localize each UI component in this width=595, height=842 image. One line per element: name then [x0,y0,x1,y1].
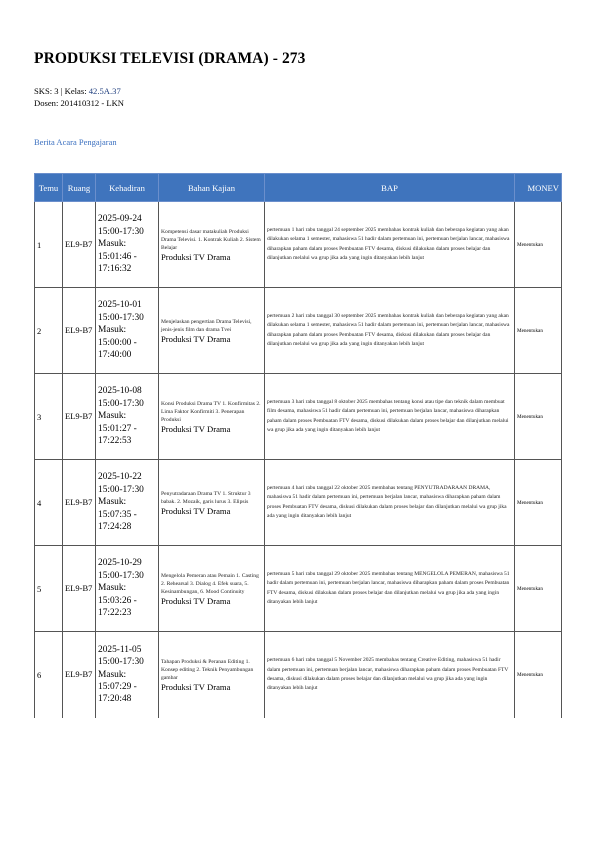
meta-separator: | [58,86,65,96]
monev-cell: Menentukan [515,374,562,460]
header-ruang: Ruang [63,174,96,202]
bap-cell: pertemuan 5 hari rabu tanggal 29 oktober 2025 membahas tentang MENGELOLA PEMERAN, mahasiswa 51 hadir dalam pertemuan ini, pertemuan berjalan lancar, mahasiswa diharapkan paham dalam proses Pembuatan FTV desama, diskusi dilakukan dalam proses belajar dan dilanjutkan melalui wa grup jika ada yang ingin ditanyakan lebih lanjut [265,546,515,632]
dosen-info: Dosen: 201410312 - LKN [34,98,124,108]
masuk-time: 15:03:26 - [98,595,137,606]
monev-cell: Menentukan [515,460,562,546]
jam: 15:00-17:30 [98,657,144,668]
masuk-label: Masuk: [98,239,127,250]
masuk-label: Masuk: [98,411,127,422]
kelas-value: 42.5A.37 [88,86,121,96]
masuk-label: Masuk: [98,583,127,594]
mata-kuliah-label: Produksi TV Drama [161,423,231,434]
jam: 15:00-17:30 [98,312,144,323]
mata-kuliah-label: Produksi TV Drama [161,251,231,262]
keluar-time: 17:16:32 [98,264,132,275]
temu-cell: 3 [35,374,63,460]
keluar-time: 17:22:53 [98,436,132,447]
masuk-label: Masuk: [98,669,127,680]
bahan-kajian-cell [159,460,265,546]
kelas-label: Kelas: [64,86,89,96]
sks-label: SKS: 3 [34,86,59,96]
jam: 15:00-17:30 [98,398,144,409]
temu-cell: 1 [35,202,63,288]
ruang-cell: EL9-B7 [63,374,96,460]
temu-cell: 2 [35,288,63,374]
table-row [35,288,562,374]
tanggal: 2025-10-22 [98,472,142,483]
bap-cell: pertemuan 6 hari rabu tanggal 5 November 2025 membahas tentang Creative Editing, mahasiswa 51 hadir dalam pertemuan ini, pertemuan berjalan lancar, mahasiswa diharapkan paham dalam proses Pembuatan FTV desama, diskusi dilakukan dalam proses belajar dan dilanjutkan melalui wa grup jika ada yang ingin ditanyakan lebih lanjut [265,632,515,718]
kehadiran-cell [96,374,159,460]
masuk-time: 15:00:00 - [98,337,137,348]
kehadiran-cell [96,632,159,718]
masuk-time: 15:07:29 - [98,681,137,692]
ruang-cell: EL9-B7 [63,288,96,374]
bahan-kajian-cell [159,202,265,288]
attendance-table [34,173,562,718]
tanggal: 2025-10-29 [98,558,142,569]
bahan-kajian-text: Penyutradaraan Drama TV 1. Struktur 3 babak. 2. Mozaik, garis lurus 3. Elipsis [161,490,251,505]
bap-cell: pertemuan 3 hari rabu tanggal 8 oktober 2025 membahas tentang konsi atau tipe dan teknik dalam membuat film desama, mahasiswa 51 hadir dalam pertemuan ini, pertemuan berjalan lancar, mahasiswa diharapkan paham dalam proses Pembuatan FTV desama, diskusi dilakukan dalam proses belajar dan dilanjutkan melalui wa grup jika ada yang ingin ditanyakan lebih lanjut [265,374,515,460]
bap-cell: pertemuan 1 hari rabu tanggal 24 september 2025 membahas kontrak kuliah dan beberapa kegiatan yang akan dilakukan selama 1 semester, mahasiswa 51 hadir dalam pertemuan ini, pertemuan berjalan lancar, mahasiswa diharapkan paham dalam proses Pembuatan FTV desama, diskusi dilakukan dalam proses belajar dan dilanjutkan melalui wa grup jika ada yang ingin ditanyakan lebih lanjut [265,202,515,288]
header-monev: MONEV [515,174,562,202]
temu-cell: 5 [35,546,63,632]
monev-cell: Menentukan [515,288,562,374]
ruang-cell: EL9-B7 [63,546,96,632]
header-kehadiran: Kehadiran [96,174,159,202]
bap-cell: pertemuan 2 hari rabu tanggal 30 september 2025 membahas kontrak kuliah dan beberapa kegiatan yang akan dilakukan selama 1 semester, mahasiswa 51 hadir dalam pertemuan ini, pertemuan berjalan lancar, mahasiswa diharapkan paham dalam proses Pembuatan FTV desama, diskusi dilakukan dalam proses belajar dan dilanjutkan melalui wa grup jika ada yang ingin ditanyakan lebih lanjut [265,288,515,374]
masuk-label: Masuk: [98,497,127,508]
bahan-kajian-text: Kompetensi dasar matakuliah Produksi Drama Televisi. 1. Kontrak Kuliah 2. Sistem Belajar [161,228,261,251]
kehadiran-cell [96,288,159,374]
masuk-time: 15:07:35 - [98,509,137,520]
masuk-time: 15:01:46 - [98,251,137,262]
course-meta [34,86,121,97]
table-row [35,632,562,718]
tanggal: 2025-09-24 [98,214,142,225]
keluar-time: 17:20:48 [98,694,132,705]
table-row [35,202,562,288]
temu-cell: 6 [35,632,63,718]
header-bap: BAP [265,174,515,202]
keluar-time: 17:22:23 [98,608,132,619]
kehadiran-cell [96,546,159,632]
ruang-cell: EL9-B7 [63,460,96,546]
mata-kuliah-label: Produksi TV Drama [161,681,231,692]
monev-cell: Menentukan [515,202,562,288]
table-row [35,460,562,546]
bahan-kajian-text: Konsi Produksi Drama TV 1. Konfirmitas 2. Lima Faktor Konfirmiti 3. Penerapan Produksi [161,400,261,423]
ruang-cell: EL9-B7 [63,202,96,288]
bahan-kajian-cell [159,546,265,632]
monev-cell: Menentukan [515,546,562,632]
bahan-kajian-cell [159,374,265,460]
masuk-label: Masuk: [98,325,127,336]
mata-kuliah-label: Produksi TV Drama [161,505,231,516]
bahan-kajian-cell [159,632,265,718]
temu-cell: 4 [35,460,63,546]
table-row [35,374,562,460]
ruang-cell: EL9-B7 [63,632,96,718]
mata-kuliah-label: Produksi TV Drama [161,333,231,344]
jam: 15:00-17:30 [98,226,144,237]
header-temu: Temu [35,174,63,202]
bahan-kajian-text: Tahapan Produksi & Peranan Editing 1. Konsep editing 2. Teknik Penyambungan gambar [161,658,254,681]
kehadiran-cell [96,202,159,288]
keluar-time: 17:40:00 [98,350,132,361]
header-bahan-kajian: Bahan Kajian [159,174,265,202]
jam: 15:00-17:30 [98,570,144,581]
jam: 15:00-17:30 [98,484,144,495]
masuk-time: 15:01:27 - [98,423,137,434]
berita-acara-link[interactable]: Berita Acara Pengajaran [34,137,117,147]
table-row [35,546,562,632]
bahan-kajian-cell [159,288,265,374]
kehadiran-cell [96,460,159,546]
mata-kuliah-label: Produksi TV Drama [161,595,231,606]
page-title: PRODUKSI TELEVISI (DRAMA) - 273 [34,50,306,67]
monev-cell: Menentukan [515,632,562,718]
bap-cell: pertemuan 4 hari rabu tanggal 22 oktober 2025 membahas tentang PENYUTRADARAAN DRAMA, mahasiswa 51 hadir dalam pertemuan ini, pertemuan berjalan lancar, mahasiswa diharapkan paham dalam proses Pembuatan FTV desama, diskusi dilakukan dalam proses belajar dan dilanjutkan melalui wa grup jika ada yang ingin ditanyakan lebih lanjut [265,460,515,546]
bahan-kajian-text: Mengelola Pemeran atau Pemain 1. Casting 2. Rehearsal 3. Dialog 4. Efek suara, 5. Kesinambungan, 6. Mood Continuity [161,572,259,595]
tanggal: 2025-11-05 [98,644,142,655]
table-header-row [35,174,562,202]
tanggal: 2025-10-08 [98,386,142,397]
tanggal: 2025-10-01 [98,300,142,311]
bahan-kajian-text: Menjelaskan pengertian Drama Televisi, jenis-jenis film dan drama Tvei [161,318,252,333]
keluar-time: 17:24:28 [98,522,132,533]
